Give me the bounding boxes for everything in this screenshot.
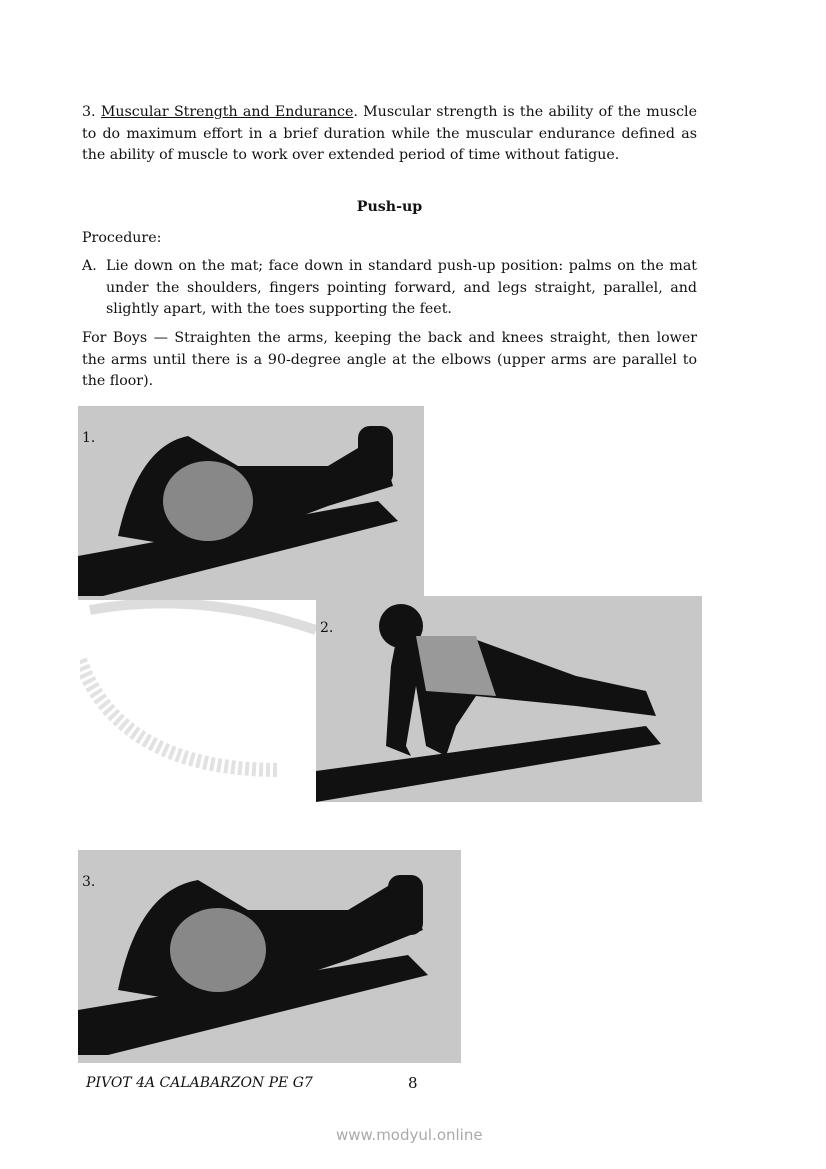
- figure-1-image: [78, 406, 424, 600]
- section-paragraph: [82, 102, 697, 167]
- procedure-label: Procedure:: [82, 230, 162, 246]
- pushup-up-illustration: [316, 596, 702, 802]
- section-term: Muscular Strength and Endurance: [100, 104, 354, 120]
- seal-watermark: [80, 600, 316, 780]
- page-number: 8: [408, 1074, 418, 1092]
- section-title: Push-up: [356, 199, 423, 215]
- figure-label: 1.: [82, 430, 96, 446]
- procedure-step: [82, 256, 697, 321]
- step-marker: A.: [82, 258, 97, 274]
- figure-label: 3.: [82, 874, 96, 890]
- footer-title: PIVOT 4A CALABARZON PE G7: [86, 1075, 313, 1091]
- boys-instructions: For Boys — Straighten the arms, keeping the back and knees straight, then lower the arms until there is a 90-degree angle at the elbows (upper arms are parallel to the floor).: [82, 330, 697, 389]
- pushup-down-illustration: [78, 850, 461, 1063]
- step-text: Lie down on the mat; face down in standard push-up position: palms on the mat under the shoulders, fingers pointing forward, and legs straight, parallel, and slightly apart, with the toes supporting the feet.: [106, 258, 697, 317]
- website-watermark: www.modyul.online: [336, 1126, 483, 1144]
- section-text: . Muscular strength is the ability of the muscle to do maximum effort in a brief duration while the muscular endurance defined as the ability of muscle to work over extended period of time without fatigue.: [82, 104, 697, 163]
- figure-label: 2.: [320, 620, 334, 636]
- figure-3-image: [78, 850, 461, 1063]
- figure-2-image: [316, 596, 702, 802]
- section-number: 3.: [82, 104, 96, 120]
- pushup-down-illustration: [78, 406, 424, 600]
